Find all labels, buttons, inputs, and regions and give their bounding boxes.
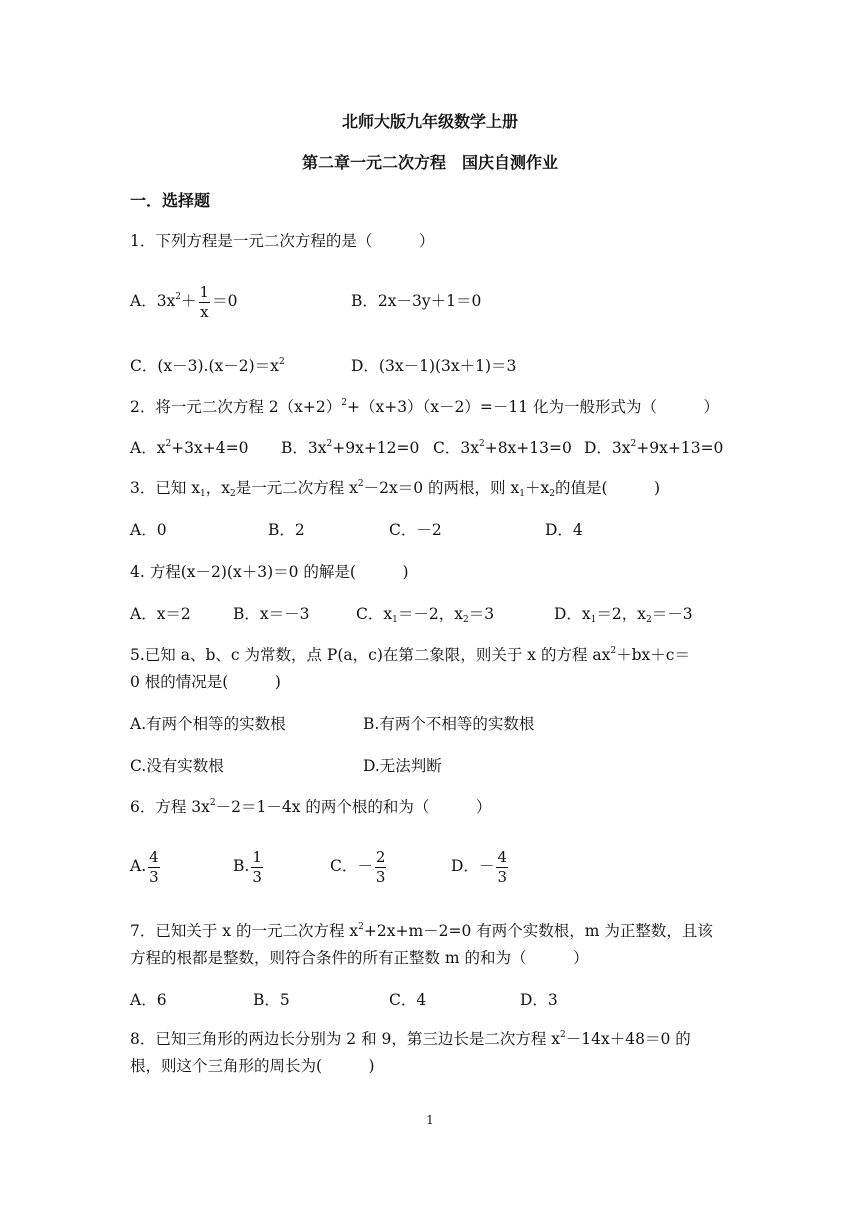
q4-option-d: D．$x_1=2$，$x_2=-3$ (554, 605, 693, 625)
q7-option-a: A．6 (130, 991, 167, 1009)
q2-option-a: A．$x^2+3x+4=0$ (130, 439, 249, 457)
q5-option-b: B.有两个不相等的实数根 (363, 715, 535, 733)
q1-option-c: C．$(x-3).(x-2)=x^2$ (130, 357, 285, 375)
question-1-stem: 1．下列方程是一元二次方程的是（ ） (130, 232, 435, 250)
q6-option-a: A. $\frac{4}{3}$ (130, 848, 159, 886)
document-title: 北师大版九年级数学上册 (341, 112, 518, 131)
q1-option-a-fraction: $\frac{1}{x}$ (199, 283, 210, 321)
q1-option-b: B．2x－3y＋1＝0 (351, 292, 482, 310)
q6-option-b: B. $\frac{1}{3}$ (233, 848, 262, 886)
question-8-stem-line-2: 根，则这个三角形的周长为( ) (130, 1057, 375, 1075)
q6-option-a-fraction: $\frac{4}{3}$ (149, 848, 159, 886)
q6-option-b-fraction: $\frac{1}{3}$ (252, 848, 262, 886)
q2-option-d: D．$3x^2+9x+13=0$ (584, 439, 724, 457)
q3-option-a: A．0 (130, 521, 167, 539)
question-5-stem-line-1: 5.已知 a、b、c 为常数，点 P(a，c)在第二象限，则关于 x 的方程 $ax^2+bx+c=$ (130, 646, 690, 664)
q6-option-c: C．－ $\frac{2}{3}$ (330, 848, 386, 886)
q4-option-c: C．$x_1=-2$，$x_2=3$ (356, 605, 495, 625)
page-number: 1 (426, 1113, 434, 1127)
q7-option-c: C．4 (389, 991, 427, 1009)
q1-option-a: A．$3x^2+$ $\frac{1}{x}$ ＝0 (130, 283, 238, 321)
q7-option-d: D．3 (520, 991, 558, 1009)
question-2-stem: 2．将一元二次方程 $2(x+2)^2+(x+3)(x-2)=-11$ 化为一般形式为（ ） (130, 398, 720, 416)
question-5-stem-line-2: 0 根的情况是( ) (130, 673, 281, 691)
q1-option-d: D．(3x－1)(3x＋1)＝3 (351, 357, 517, 375)
section-heading: 一．选择题 (130, 191, 211, 210)
question-6-stem: 6．方程 $3x^2-2=1-4x$ 的两个根的和为（ ） (130, 798, 492, 816)
question-7-stem-line-1: 7．已知关于 x 的一元二次方程 $x^2+2x+m-2=0$ 有两个实数根，m 为正整数，且该 (130, 922, 713, 940)
question-4-stem: 4. 方程(x－2)(x＋3)＝0 的解是( ) (130, 563, 409, 581)
q6-option-d: D．－ $\frac{4}{3}$ (451, 848, 507, 886)
q5-option-d: D.无法判断 (363, 757, 442, 775)
q5-option-a: A.有两个相等的实数根 (130, 715, 286, 733)
q4-option-b: B．x＝－3 (233, 605, 310, 623)
q2-option-c: C．$3x^2+8x+13=0$ (433, 439, 572, 457)
q3-option-b: B．2 (268, 521, 305, 539)
q3-option-c: C．－2 (389, 521, 442, 539)
question-7-stem-line-2: 方程的根都是整数，则符合条件的所有正整数 m 的和为（ ） (130, 949, 589, 967)
q4-option-a: A．x＝2 (130, 605, 191, 623)
question-3-stem: 3．已知 $x_1$，$x_2$是一元二次方程 $x^2-2x=0$ 的两根，则 $x_1+x_2$的值是( ) (130, 479, 661, 499)
question-8-stem-line-1: 8．已知三角形的两边长分别为 2 和 9，第三边长是二次方程 $x^2-14x+48=0$ 的 (130, 1030, 691, 1048)
document-subtitle: 第二章一元二次方程 国庆自测作业 (301, 153, 558, 172)
q5-option-c: C.没有实数根 (130, 757, 224, 775)
q7-option-b: B．5 (253, 991, 290, 1009)
q2-option-b: B．$3x^2+9x+12=0$ (281, 439, 420, 457)
q6-option-c-fraction: $\frac{2}{3}$ (375, 848, 386, 886)
q6-option-d-fraction: $\frac{4}{3}$ (497, 848, 507, 886)
q3-option-d: D．4 (545, 521, 583, 539)
